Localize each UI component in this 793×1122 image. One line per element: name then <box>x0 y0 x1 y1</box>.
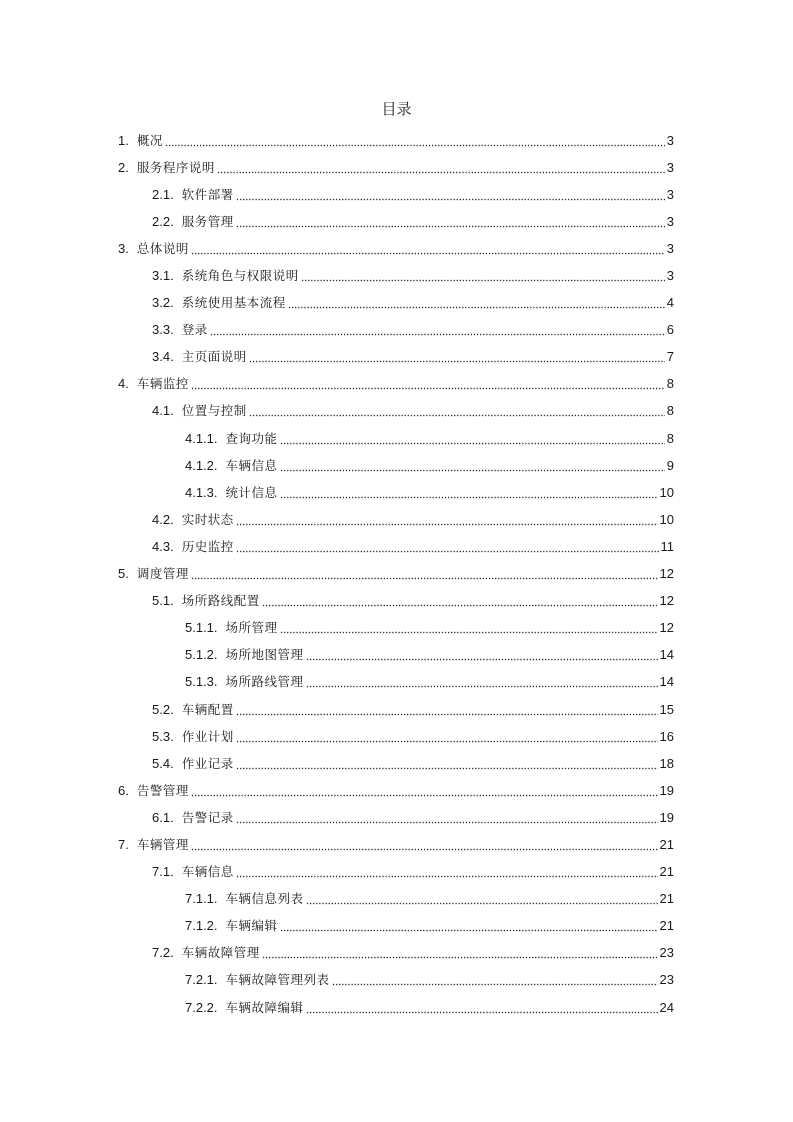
dot-leader <box>236 730 658 744</box>
dot-leader <box>191 784 658 798</box>
toc-entry[interactable] <box>0 181 793 208</box>
toc-entry-title: 车辆故障管理 <box>181 945 260 961</box>
toc-entry-number: 5.1.2. <box>185 647 218 663</box>
toc-entry-title: 车辆编辑 <box>225 918 278 934</box>
toc-entry-title: 实时状态 <box>181 511 234 527</box>
toc-entry[interactable] <box>0 561 793 588</box>
dot-leader <box>306 648 658 662</box>
toc-entry-number: 5.1.3. <box>185 674 218 690</box>
dot-leader <box>191 567 658 581</box>
toc-entry[interactable] <box>0 642 793 669</box>
toc-entry-title: 车辆信息 <box>225 457 278 473</box>
dot-leader <box>301 269 665 283</box>
toc-entry-number: 7.1.2. <box>185 918 218 934</box>
toc-entry-page-number: 8 <box>666 430 674 446</box>
toc-entry-page-number: 6 <box>666 322 674 338</box>
toc-entry[interactable] <box>0 831 793 858</box>
toc-title: 目录 <box>381 100 412 118</box>
toc-entry-title: 车辆信息 <box>181 864 234 880</box>
toc-entry-number: 7.2. <box>152 945 174 961</box>
toc-entry-title: 系统角色与权限说明 <box>181 268 299 284</box>
toc-entry-page-number: 8 <box>666 403 674 419</box>
toc-entry[interactable] <box>0 994 793 1021</box>
toc-entry-number: 6.1. <box>152 809 174 825</box>
dot-leader <box>210 323 665 337</box>
toc-entry-page-number: 4 <box>666 295 674 311</box>
toc-entry-number: 1. <box>118 132 129 148</box>
toc-entry[interactable] <box>0 669 793 696</box>
toc-entry-title: 统计信息 <box>225 484 278 500</box>
toc-entry[interactable] <box>0 290 793 317</box>
dot-leader <box>306 892 658 906</box>
dot-leader <box>217 161 665 175</box>
toc-entry-page-number: 8 <box>666 376 674 392</box>
toc-entry-title: 主页面说明 <box>181 349 247 365</box>
toc-entry[interactable] <box>0 371 793 398</box>
toc-entry-number: 5.1.1. <box>185 620 218 636</box>
dot-leader <box>236 540 659 554</box>
toc-entry-number: 4.1.2. <box>185 457 218 473</box>
toc-entry-number: 7.1. <box>152 864 174 880</box>
toc-entry-title: 车辆监控 <box>136 376 189 392</box>
toc-entry-title: 服务管理 <box>181 213 234 229</box>
toc-entry-page-number: 15 <box>659 701 674 717</box>
toc-entry[interactable] <box>0 127 793 154</box>
toc-entry-title: 总体说明 <box>136 240 189 256</box>
dot-leader <box>306 675 658 689</box>
dot-leader <box>249 404 665 418</box>
toc-entry-page-number: 10 <box>659 484 674 500</box>
toc-entry-title: 调度管理 <box>136 566 189 582</box>
toc-entry[interactable] <box>0 913 793 940</box>
dot-leader <box>165 134 665 148</box>
toc-entry-page-number: 16 <box>659 728 674 744</box>
toc-entry-page-number: 14 <box>659 674 674 690</box>
toc-entry-page-number: 19 <box>659 809 674 825</box>
toc-entry-title: 登录 <box>181 322 208 338</box>
toc-entry-title: 车辆管理 <box>136 836 189 852</box>
toc-entry[interactable] <box>0 425 793 452</box>
dot-leader <box>332 973 658 987</box>
toc-entry[interactable] <box>0 533 793 560</box>
dot-leader <box>236 757 658 771</box>
toc-entry[interactable] <box>0 208 793 235</box>
toc-entry[interactable] <box>0 452 793 479</box>
dot-leader <box>236 811 658 825</box>
toc-entry[interactable] <box>0 615 793 642</box>
toc-entry-page-number: 21 <box>659 864 674 880</box>
toc-entry-number: 4.2. <box>152 511 174 527</box>
toc-entry-page-number: 19 <box>659 782 674 798</box>
toc-entry-number: 5. <box>118 566 129 582</box>
toc-entry-page-number: 12 <box>659 566 674 582</box>
toc-entry[interactable] <box>0 804 793 831</box>
dot-leader <box>280 459 665 473</box>
toc-entry-page-number: 21 <box>659 891 674 907</box>
toc-entry[interactable] <box>0 940 793 967</box>
dot-leader <box>249 350 665 364</box>
toc-entry[interactable] <box>0 750 793 777</box>
toc-entry[interactable] <box>0 696 793 723</box>
toc-entry-page-number: 3 <box>666 186 674 202</box>
dot-leader <box>191 242 665 256</box>
toc-entry-page-number: 3 <box>666 268 674 284</box>
toc-entry-title: 车辆故障编辑 <box>225 999 304 1015</box>
toc-entry[interactable] <box>0 344 793 371</box>
dot-leader <box>262 946 658 960</box>
toc-entry[interactable] <box>0 588 793 615</box>
toc-entry-page-number: 23 <box>659 945 674 961</box>
toc-entry-number: 5.1. <box>152 593 174 609</box>
toc-entry-number: 4. <box>118 376 129 392</box>
dot-leader <box>280 486 658 500</box>
toc-entry-page-number: 21 <box>659 836 674 852</box>
toc-entry[interactable] <box>0 262 793 289</box>
toc-entry-page-number: 11 <box>660 538 674 554</box>
toc-entry-number: 4.1. <box>152 403 174 419</box>
toc-entry-title: 查询功能 <box>225 430 278 446</box>
toc-entry-title: 系统使用基本流程 <box>181 295 286 311</box>
toc-entry[interactable] <box>0 859 793 886</box>
toc-entry[interactable] <box>0 967 793 994</box>
toc-entry[interactable] <box>0 723 793 750</box>
toc-entry-number: 7.1.1. <box>185 891 218 907</box>
dot-leader <box>191 377 665 391</box>
toc-entry-page-number: 10 <box>659 511 674 527</box>
toc-entry-title: 场所路线管理 <box>225 674 304 690</box>
toc-entry[interactable] <box>0 506 793 533</box>
toc-entry-page-number: 3 <box>666 213 674 229</box>
toc-entry-page-number: 18 <box>659 755 674 771</box>
toc-entry[interactable] <box>0 777 793 804</box>
toc-entry-title: 车辆信息列表 <box>225 891 304 907</box>
toc-entry-page-number: 21 <box>659 918 674 934</box>
toc-entry-page-number: 7 <box>666 349 674 365</box>
toc-entry-title: 位置与控制 <box>181 403 247 419</box>
dot-leader <box>191 838 658 852</box>
toc-entry-page-number: 14 <box>659 647 674 663</box>
toc-entry-number: 7.2.2. <box>185 999 218 1015</box>
toc-entry-title: 概况 <box>136 132 163 148</box>
toc-entry-title: 历史监控 <box>181 538 234 554</box>
toc-entry-number: 2.2. <box>152 213 174 229</box>
toc-entry-title: 车辆配置 <box>181 701 234 717</box>
toc-entry-title: 软件部署 <box>181 186 234 202</box>
dot-leader <box>306 1001 658 1015</box>
toc-entry-number: 3.1. <box>152 268 174 284</box>
toc-entry-number: 7. <box>118 836 129 852</box>
toc-entry-title: 车辆故障管理列表 <box>225 972 330 988</box>
toc-entry-page-number: 3 <box>666 132 674 148</box>
dot-leader <box>236 703 658 717</box>
toc-entry-page-number: 23 <box>659 972 674 988</box>
toc-entry[interactable] <box>0 235 793 262</box>
toc-entry-title: 作业记录 <box>181 755 234 771</box>
toc-entry-page-number: 9 <box>666 457 674 473</box>
toc-entry-number: 3. <box>118 240 129 256</box>
toc-entry[interactable] <box>0 154 793 181</box>
toc-entry-number: 3.2. <box>152 295 174 311</box>
toc-entry-title: 场所管理 <box>225 620 278 636</box>
toc-entry-number: 5.3. <box>152 728 174 744</box>
dot-leader <box>280 432 665 446</box>
toc-entry-number: 2. <box>118 159 129 175</box>
toc-entry-page-number: 3 <box>666 240 674 256</box>
toc-entry-number: 7.2.1. <box>185 972 218 988</box>
toc-entry-title: 告警管理 <box>136 782 189 798</box>
toc-entry-title: 告警记录 <box>181 809 234 825</box>
toc-entry-title: 场所地图管理 <box>225 647 304 663</box>
toc-entry-page-number: 24 <box>659 999 674 1015</box>
table-of-contents <box>0 127 793 1021</box>
toc-entry-number: 5.2. <box>152 701 174 717</box>
toc-entry-title: 作业计划 <box>181 728 234 744</box>
toc-entry[interactable] <box>0 886 793 913</box>
toc-entry-number: 3.4. <box>152 349 174 365</box>
toc-entry-number: 3.3. <box>152 322 174 338</box>
toc-entry-number: 2.1. <box>152 186 174 202</box>
toc-entry-title: 服务程序说明 <box>136 159 215 175</box>
dot-leader <box>288 296 665 310</box>
toc-entry-number: 4.3. <box>152 538 174 554</box>
dot-leader <box>280 621 658 635</box>
toc-entry-page-number: 12 <box>659 593 674 609</box>
toc-entry-page-number: 12 <box>659 620 674 636</box>
toc-entry[interactable] <box>0 479 793 506</box>
dot-leader <box>236 513 658 527</box>
dot-leader <box>280 919 658 933</box>
toc-entry-number: 4.1.1. <box>185 430 218 446</box>
toc-entry-title: 场所路线配置 <box>181 593 260 609</box>
toc-entry-number: 6. <box>118 782 129 798</box>
toc-entry-page-number: 3 <box>666 159 674 175</box>
toc-entry[interactable] <box>0 398 793 425</box>
toc-entry[interactable] <box>0 317 793 344</box>
dot-leader <box>236 865 658 879</box>
dot-leader <box>236 188 665 202</box>
dot-leader <box>236 215 665 229</box>
toc-entry-number: 4.1.3. <box>185 484 218 500</box>
dot-leader <box>262 594 658 608</box>
toc-entry-number: 5.4. <box>152 755 174 771</box>
